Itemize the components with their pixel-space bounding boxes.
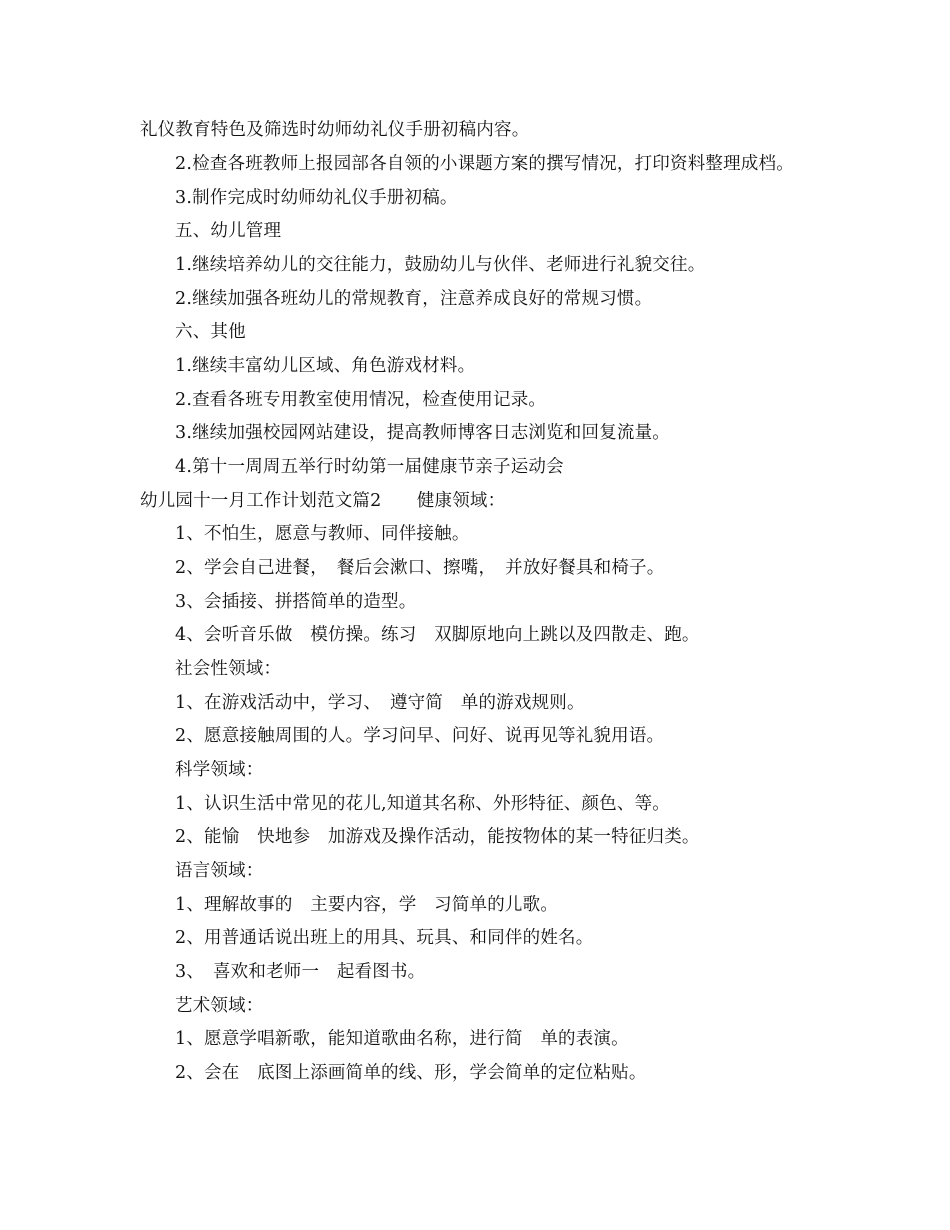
list-item: 3.制作完成时幼师幼礼仪手册初稿。 xyxy=(175,188,458,208)
section-heading: 科学领域： xyxy=(175,760,264,780)
list-item: 1、认识生活中常见的花儿,知道其名称、外形特征、颜色、等。 xyxy=(175,794,670,814)
list-item: 1、在游戏活动中，学习、 遵守简 单的游戏规则。 xyxy=(175,693,585,713)
list-item: 1.继续培养幼儿的交往能力，鼓励幼儿与伙伴、老师进行礼貌交往。 xyxy=(175,255,706,275)
list-item: 2.继续加强各班幼儿的常规教育，注意养成良好的常规习惯。 xyxy=(175,289,653,309)
list-item: 4.第十一周周五举行时幼第一届健康节亲子运动会 xyxy=(175,457,564,477)
section-heading: 语言领域： xyxy=(175,861,264,881)
section-heading: 五、幼儿管理 xyxy=(175,221,282,241)
list-item: 2.查看各班专用教室使用情况，检查使用记录。 xyxy=(175,390,547,410)
list-item: 3、 喜欢和老师一 起看图书。 xyxy=(175,962,426,982)
section-heading: 六、其他 xyxy=(175,322,246,342)
list-item: 2、学会自己进餐， 餐后会漱口、擦嘴， 并放好餐具和椅子。 xyxy=(175,558,665,578)
list-item: 2.检查各班教师上报园部各自领的小课题方案的撰写情况，打印资料整理成档。 xyxy=(175,154,794,174)
section-heading: 艺术领域： xyxy=(175,996,264,1016)
list-item: 3、会插接、拼搭简单的造型。 xyxy=(175,592,417,612)
section-heading: 社会性领域： xyxy=(175,659,282,679)
list-item: 1、愿意学唱新歌，能知道歌曲名称，进行简 单的表演。 xyxy=(175,1029,629,1049)
article-title: 幼儿园十一月工作计划范文篇2 健康领域： xyxy=(140,491,506,511)
list-item: 2、会在 底图上添画简单的线、形，学会简单的定位粘贴。 xyxy=(175,1063,647,1083)
list-item: 1.继续丰富幼儿区域、角色游戏材料。 xyxy=(175,356,476,376)
list-item: 2、愿意接触周围的人。学习问早、问好、说再见等礼貌用语。 xyxy=(175,726,665,746)
list-item: 2、能愉 快地参 加游戏及操作活动，能按物体的某一特征归类。 xyxy=(175,827,700,847)
list-item: 3.继续加强校园网站建设，提高教师博客日志浏览和回复流量。 xyxy=(175,423,670,443)
list-item: 1、不怕生，愿意与教师、同伴接触。 xyxy=(175,524,470,544)
list-item: 4、会听音乐做 模仿操。练习 双脚原地向上跳以及四散走、跑。 xyxy=(175,625,700,645)
list-item: 1、理解故事的 主要内容，学 习简单的儿歌。 xyxy=(175,895,559,915)
text-line: 礼仪教育特色及筛选时幼师幼礼仪手册初稿内容。 xyxy=(140,120,530,140)
list-item: 2、用普通话说出班上的用具、玩具、和同伴的姓名。 xyxy=(175,928,594,948)
